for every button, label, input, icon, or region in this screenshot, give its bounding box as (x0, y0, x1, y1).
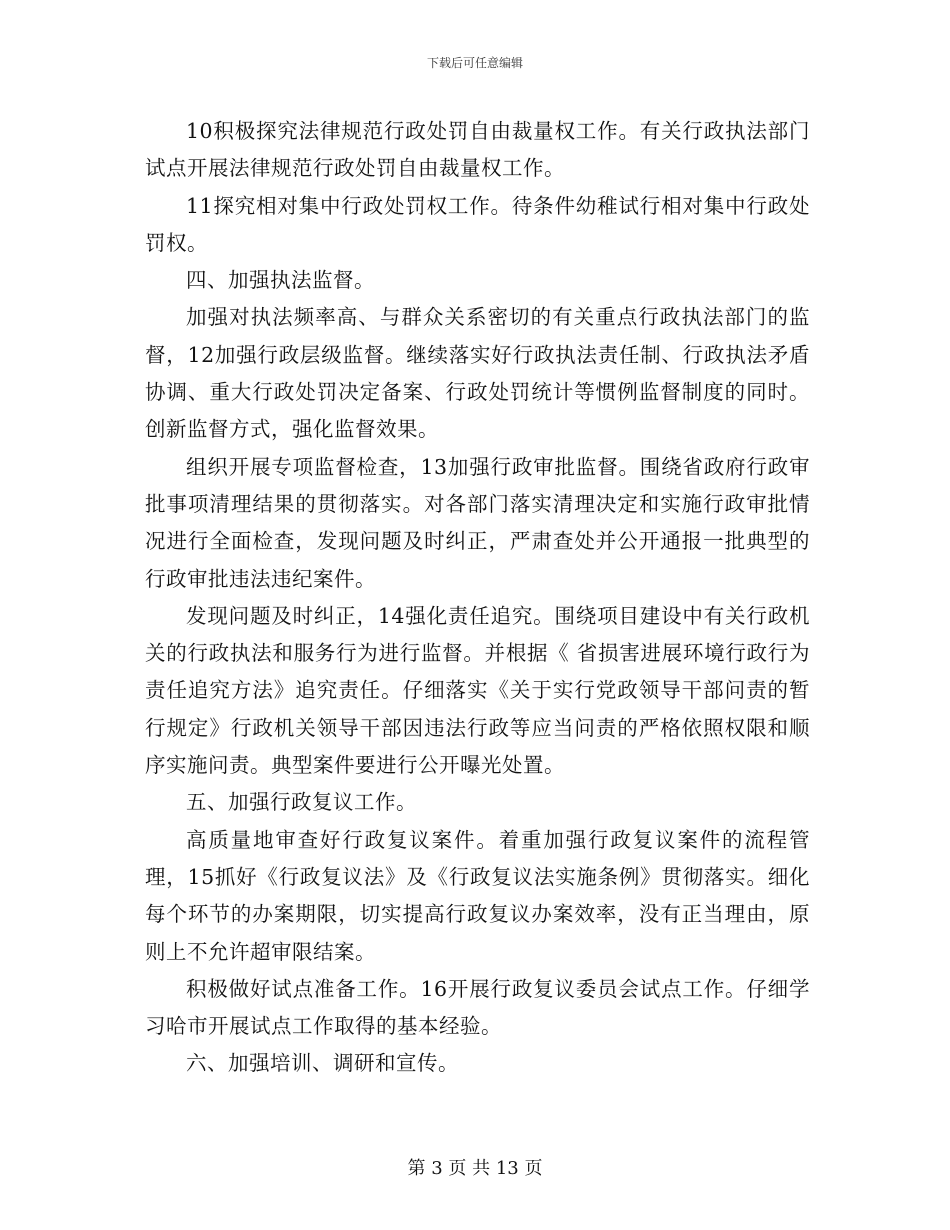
paragraph-13: 组织开展专项监督检查，13加强行政审批监督。围绕省政府行政审批事项清理结果的贯彻落实。对各部门落实清理决定和实施行政审批情况进行全面检查，发现问题及时纠正，严肃查处并公开通报一批典型的行政审批违法违纪案件。 (145, 454, 810, 591)
section-heading-4: 四、加强执法监督。 (186, 268, 375, 293)
page-footer: 第 3 页 共 13 页 (407, 1158, 543, 1179)
paragraph-16: 积极做好试点准备工作。16开展行政复议委员会试点工作。仔细学习哈市开展试点工作取得的基本经验。 (145, 976, 810, 1039)
paragraph-14: 发现问题及时纠正，14强化责任追究。围绕项目建设中有关行政机关的行政执法和服务行为进行监督。并根据《 省损害进展环境行政行为责任追究方法》追究责任。仔细落实《关于实行党政领导干部问责的暂行规定》行政机关领导干部因违法行政等应当问责的严格依照权限和顺序实施问责。典型案件要进行公开曝光处置。 (145, 603, 810, 778)
paragraph-12: 加强对执法频率高、与群众关系密切的有关重点行政执法部门的监督，12加强行政层级监督。继续落实好行政执法责任制、行政执法矛盾协调、重大行政处罚决定备案、行政处罚统计等惯例监督制度的同时。创新监督方式，强化监督效果。 (145, 305, 810, 442)
section-heading-5: 五、加强行政复议工作。 (186, 790, 417, 815)
section-heading-6: 六、加强培训、调研和宣传。 (186, 1051, 459, 1076)
paragraph-15: 高质量地审查好行政复议案件。着重加强行政复议案件的流程管理，15抓好《行政复议法》及《行政复议法实施条例》贯彻落实。细化每个环节的办案期限，切实提高行政复议办案效率，没有正当理由，原则上不允许超审限结案。 (145, 827, 810, 964)
paragraph-11: 11探究相对集中行政处罚权工作。待条件幼稚试行相对集中行政处罚权。 (145, 193, 810, 255)
paragraph-10: 10积极探究法律规范行政处罚自由裁量权工作。有关行政执法部门试点开展法律规范行政处罚自由裁量权工作。 (145, 119, 810, 181)
page-header: 下载后可任意编辑 (426, 56, 523, 70)
document-body (145, 113, 810, 1083)
